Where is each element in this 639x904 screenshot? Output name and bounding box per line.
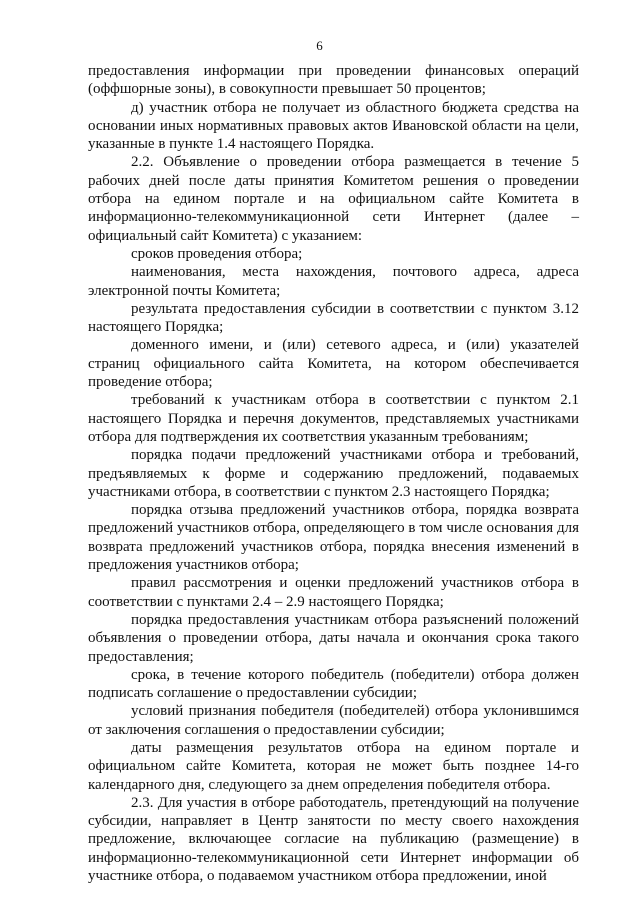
paragraph: сроков проведения отбора; <box>131 245 303 262</box>
paragraph: наименования, места нахождения, почтового адреса, адреса электронной почты Комитета; <box>88 264 579 299</box>
paragraph: порядка отзыва предложений участников отбора, порядка возврата предложений участников отбора, определяющего в том числе основания для возврата предложений участников отбора, порядка внесения изменений в предложения участников отбора; <box>88 502 579 574</box>
paragraph: требований к участникам отбора в соответствии с пунктом 2.1 настоящего Порядка и перечня документов, представляемых участниками отбора для подтверждения их соответствия указанным требованиям; <box>88 392 579 445</box>
paragraph: срока, в течение которого победитель (победители) отбора должен подписать соглашение о предоставлении субсидии; <box>88 666 579 702</box>
paragraph: порядка подачи предложений участниками отбора и требований, предъявляемых к форме и содержанию предложений, подаваемых участниками отбора, в соответствии с пунктом 2.3 настоящего Порядка; <box>88 447 579 500</box>
paragraph: даты размещения результатов отбора на едином портале и официальном сайте Комитета, которая не может быть позднее 14-го календарного дня, следующего за днем определения победителя отбора. <box>88 739 579 793</box>
document-body <box>88 62 579 885</box>
paragraph: правил рассмотрения и оценки предложений участников отбора в соответствии с пунктами 2.4 – 2.9 настоящего Порядка; <box>88 575 579 610</box>
paragraph: порядка предоставления участникам отбора разъяснений положений объявления о проведении отбора, даты начала и окончания срока такого предоставления; <box>88 611 579 665</box>
paragraph: 2.3. Для участия в отборе работодатель, претендующий на получение субсидии, направляет в Центр занятости по месту своего нахождения предложение, включающее согласие на публикацию (размещение) в информационно-телекоммуникационной сети Интернет информации об участнике отбора, о подаваемом участником отбора предложении, иной <box>88 794 579 885</box>
paragraph: результата предоставления субсидии в соответствии с пунктом 3.12 настоящего Порядка; <box>88 300 579 336</box>
paragraph: условий признания победителя (победителей) отбора уклонившимся от заключения соглашения о предоставлении субсидии; <box>88 703 579 738</box>
paragraph: предоставления информации при проведении финансовых операций (оффшорные зоны), в совокупности превышает 50 процентов; <box>88 63 579 98</box>
paragraph: доменного имени, и (или) сетевого адреса, и (или) указателей страниц официального сайта Комитета, на котором обеспечивается проведение отбора; <box>88 337 579 391</box>
paragraph: 2.2. Объявление о проведении отбора размещается в течение 5 рабочих дней после даты принятия Комитетом решения о проведении отбора на едином портале и на официальном сайте Комитета в информационно-телекоммуникационной сети Интернет (далее – официальный сайт Комитета) с указанием: <box>88 154 579 244</box>
paragraph: д) участник отбора не получает из областного бюджета средства на основании иных нормативных правовых актов Ивановской области на цели, указанные в пункте 1.4 настоящего Порядка. <box>88 99 579 153</box>
page-number: 6 <box>316 38 323 53</box>
